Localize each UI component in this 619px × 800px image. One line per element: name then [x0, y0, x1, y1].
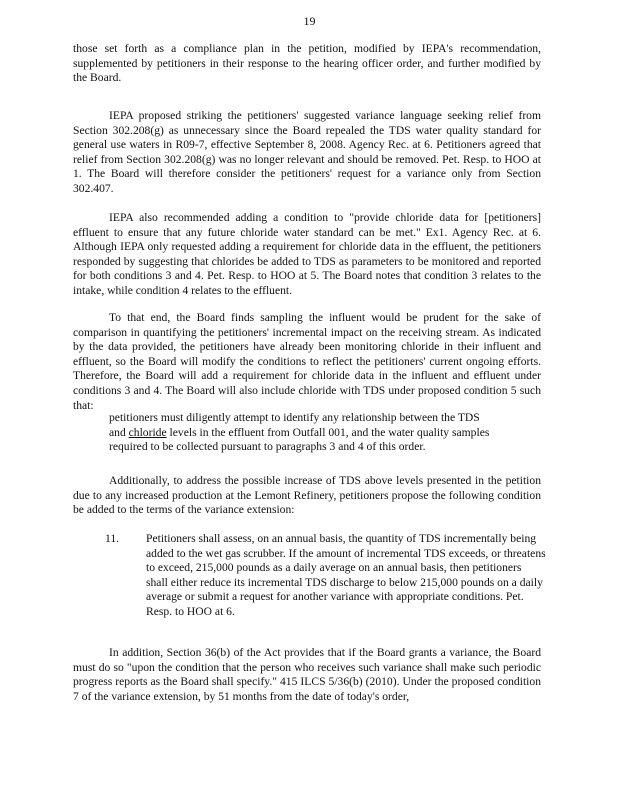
paragraph-section-302-208: IEPA proposed striking the petitioners' suggested variance language seeking relief from Section 302.208(g) as unnecessary since the Board repealed the TDS water quality standard for general use waters in R09-7, effective September 8, 2008. Agency Rec. at 6. Petitioners agreed that relief from Section 302.208(g) was no longer relevant and should be removed. Pet. Resp. to HOO at 1. The Board will therefore consider the petitioners' request for a variance only from Section 302.407. — [73, 109, 541, 195]
condition-11-text: Petitioners shall assess, on an annual basis, the quantity of TDS incrementally being added to the wet gas scrubber. If the amount of incremental TDS exceeds, or threatens to exceed, 215,000 pounds as a daily average on an annual basis, then petitioners shall either reduce its incremental TDS discharge to below 215,000 pounds on a daily average or submit a request for another variance with appropriate conditions. Pet. Resp. to HOO at 6. — [146, 532, 546, 618]
paragraph-section-36b: In addition, Section 36(b) of the Act provides that if the Board grants a variance, the Board must do so "upon the condition that the person who receives such variance shall make such periodic progress reports as the Board shall specify." 415 ILCS 5/36(b) (2010). Under the proposed condition 7 of the variance extension, by 51 months from the date of today's order, — [73, 646, 541, 703]
quote-line: petitioners must diligently attempt to identify any relationship between the TDS — [109, 411, 480, 424]
quote-line: required to be collected pursuant to paragraphs 3 and 4 of this order. — [109, 440, 426, 454]
paragraph-additional-condition: Additionally, to address the possible increase of TDS above levels presented in the petition due to any increased production at the Lemont Refinery, petitioners propose the following condition be added to the terms of the variance extension: — [73, 474, 541, 517]
condition-number: 11. — [105, 532, 120, 545]
paragraph-chloride-recommendation: IEPA also recommended adding a condition to "provide chloride data for [petitioners] effluent to ensure that any future chloride water standard can be met." Ex1. Agency Rec. at 6. Although IEPA only requested adding a requirement for chloride data in the effluent, the petitioners responded by suggesting that chlorides be added to TDS as parameters to be monitored and reported for both conditions 3 and 4. Pet. Resp. to HOO at 5. The Board notes that condition 3 relates to the intake, while condition 4 relates to the effluent. — [73, 211, 541, 297]
quote-line: and chloride levels in the effluent from Outfall 001, and the water quality samples — [109, 425, 490, 439]
page-number: 19 — [303, 14, 316, 28]
paragraph-continuation: those set forth as a compliance plan in the petition, modified by IEPA's recommendation, supplemented by petitioners in their response to the hearing officer order, and further modified by the Board. — [73, 42, 541, 85]
paragraph-influent-sampling: To that end, the Board finds sampling the influent would be prudent for the sake of comparison in quantifying the petitioners' incremental impact on the receiving stream. As indicated by the data provided, the petitioners have already been monitoring chloride in their influent and effluent, so the Board will modify the conditions to reflect the petitioners' current ongoing efforts. Therefore, the Board will add a requirement for chloride data in the influent and effluent under conditions 3 and 4. The Board will also include chloride with TDS under proposed condition 5 such that: — [73, 311, 541, 412]
block-quote-condition-5 — [109, 411, 529, 455]
underlined-chloride: chloride — [128, 425, 167, 439]
